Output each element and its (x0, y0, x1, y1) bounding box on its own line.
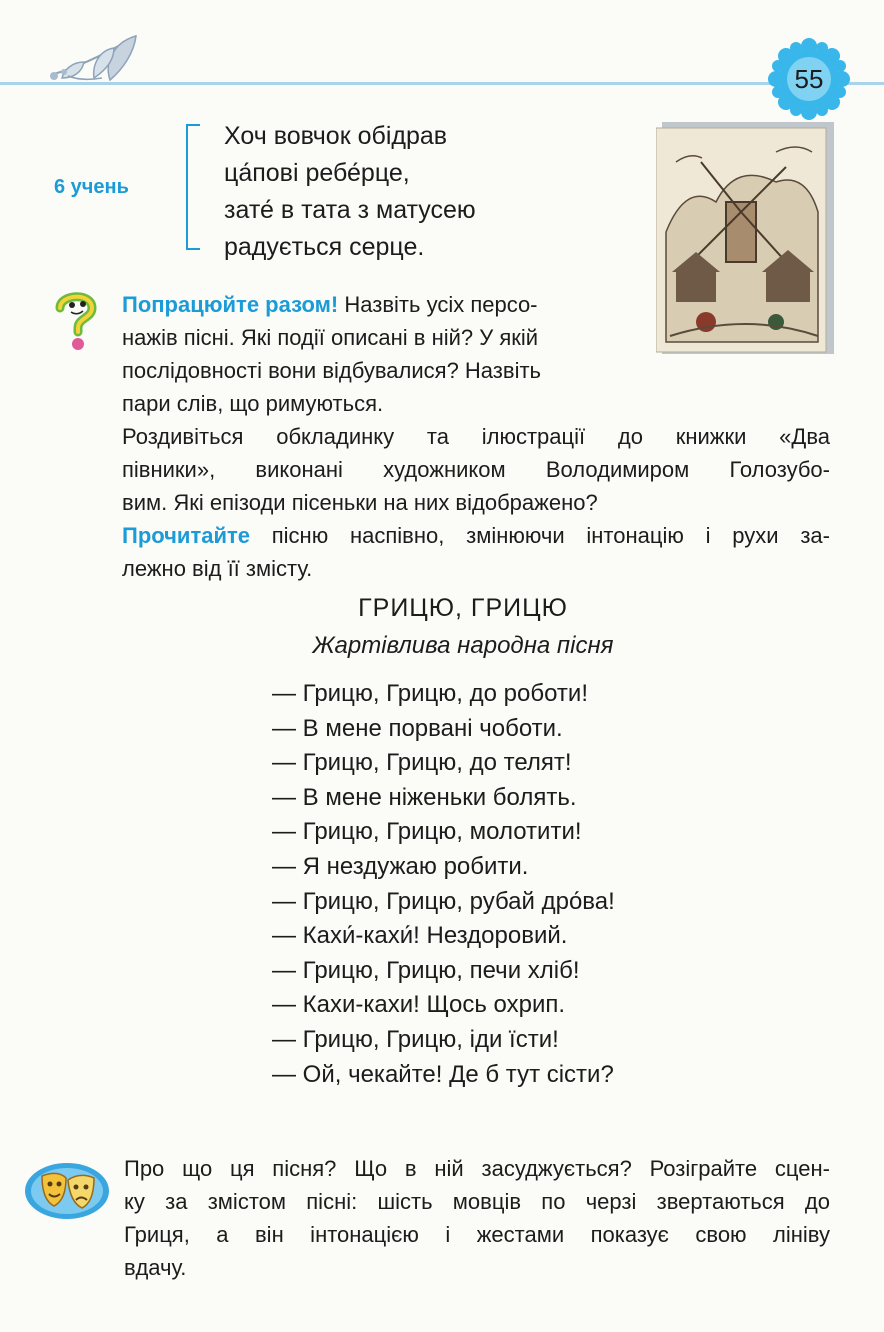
theatre-masks-icon (24, 1160, 110, 1222)
task-2-line-1: Роздивіться обкладинку та ілюстрації до книжки «Два (122, 424, 830, 449)
task-1-line-4: пари слів, що римуються. (122, 391, 384, 416)
song-line: — В мене порвані чоботи. (272, 714, 563, 742)
task-3-accent: Прочитайте (122, 523, 250, 548)
song-title: ГРИЦЮ, ГРИЦЮ (358, 594, 568, 622)
stanza-line: зате́ в тата з матусею (224, 196, 476, 224)
task-1-line-1 (122, 288, 538, 321)
leaf-ornament-icon (44, 28, 144, 84)
task-1-accent: Попрацюйте разом! (122, 292, 339, 317)
task-2-line-2: півники», виконані художником Володимиром Голозубо- (122, 457, 830, 482)
song-line: — Ой, чекайте! Де б тут сісти? (272, 1060, 614, 1088)
task-1-line-2: нажів пісні. Які події описані в ній? У якій (122, 325, 539, 350)
page-number: 55 (794, 64, 824, 94)
task-4-line-1: Про що ця пісня? Що в ній засуджується? Розіграйте сцен- (124, 1156, 830, 1181)
task-2-line-3: вим. Які епізоди пісеньки на них відображено? (122, 490, 598, 515)
task-4 (124, 1152, 830, 1284)
song-line: — Грицю, Грицю, до телят! (272, 749, 572, 777)
song-line: — В мене ніженьки болять. (272, 783, 577, 811)
song-line: — Грицю, Грицю, рубай дро́ва! (272, 887, 615, 915)
task-1-text: Назвіть усіх персо- (338, 292, 538, 317)
task-4-line-2: ку за змістом пісні: шість мовців по черзі звертаються до (124, 1189, 830, 1214)
song-subtitle: Жартівлива народна пісня (312, 632, 614, 659)
question-icon (50, 288, 102, 352)
speaker-label: 6 учень (54, 176, 129, 198)
task-1-line-3: послідовності вони відбувалися? Назвіть (122, 358, 541, 383)
song-line: — Кахи-кахи! Щось охрип. (272, 991, 566, 1019)
task-4-line-3: Гриця, а він інтонацією і жестами показує свою лініву (124, 1222, 830, 1247)
stanza-bracket (186, 124, 200, 250)
stanza-line: радується серце. (224, 233, 425, 261)
task-4-line-4: вдачу. (124, 1255, 187, 1280)
song-line: — Грицю, Грицю, до роботи! (272, 680, 588, 707)
song-line: — Грицю, Грицю, молотити! (272, 818, 582, 846)
song-line: — Кахи́-кахи́! Нездоровий. (272, 922, 568, 950)
task-3-line-2: лежно від її змісту. (122, 556, 313, 581)
song-lines (272, 677, 615, 1092)
poem-stanza (224, 118, 476, 266)
song-line: — Грицю, Грицю, іди їсти! (272, 1025, 559, 1053)
song-line: — Я нездужаю робити. (272, 852, 529, 880)
song-line: — Грицю, Грицю, печи хліб! (272, 956, 580, 984)
windmill-illustration (656, 122, 834, 354)
stanza-line: Хоч вовчок обідрав (224, 122, 448, 150)
stanza-line: ца́пові ребе́рце, (224, 159, 410, 187)
task-3-text: пісню наспівно, змінюючи інтонацію і рухи за- (249, 523, 830, 548)
task-3-line-1 (122, 519, 830, 552)
